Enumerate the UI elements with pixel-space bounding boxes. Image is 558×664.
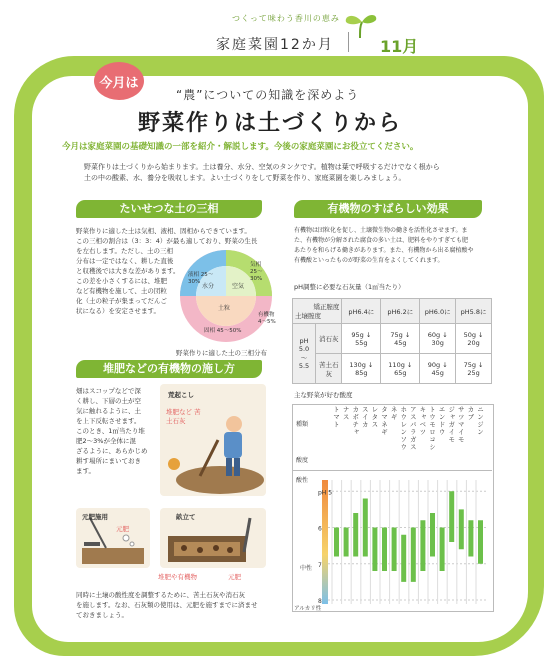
ph-cell: 90g ↓ 45g: [420, 354, 456, 384]
crop-bar: [459, 509, 464, 549]
pie-label-gas: 気相 25〜30%: [250, 262, 263, 282]
crop-bar: [353, 513, 358, 557]
para-line: 分布は一定ではなく、耕した直後: [76, 257, 174, 265]
tagline: “農”についての知識を深めよう: [176, 88, 360, 102]
section-heading-compost: 堆肥などの有機物の施し方: [76, 360, 262, 378]
ph-table: [292, 298, 492, 384]
intro-line: 野菜作りは土づくりから始まります。土は養分、水分、空気のタンクです。植物は葉で呼吸するだけでなく根から: [84, 163, 440, 171]
ph-row-name: 消石灰: [316, 324, 342, 354]
pie-label-liquid: 液相 25〜30%: [188, 272, 214, 285]
crop-bar: [478, 520, 483, 564]
ph-cell: 130g ↓ 85g: [342, 354, 381, 384]
base-fertilizer-note: 元肥: [116, 525, 129, 533]
para-line: ざるように、あらかじめ: [76, 447, 148, 455]
para-line: この三相の割合は（3：3：4）が最も適しており、野菜の生長: [76, 237, 258, 245]
pie-label-solid: 固相 45〜50%: [204, 328, 242, 334]
sprout-icon: [340, 10, 380, 40]
crop-name-label: ナス: [341, 406, 350, 421]
header-subtitle: つくって味わう香川の恵み: [232, 14, 340, 23]
crop-bar: [392, 528, 397, 572]
para-line: など有機物を施して、土の団粒: [76, 287, 167, 295]
tick-label: 8: [318, 598, 322, 605]
crop-bar: [344, 528, 349, 557]
ph-row-name: 苦土石灰: [316, 354, 342, 384]
crop-bar: [411, 528, 416, 582]
crop-bar: [430, 513, 435, 557]
month-badge: 今月は: [94, 62, 144, 100]
para-line: 気に触れるように、土: [76, 407, 141, 415]
pie-label-water: 水分: [202, 283, 215, 290]
para-line: 化（土の粒子が集まってだんご: [76, 297, 167, 305]
crop-bar: [372, 528, 377, 572]
ph-col: pH5.8に: [456, 299, 492, 324]
crop-bar: [420, 520, 425, 571]
crop-bar: [449, 491, 454, 542]
ph-cell: 110g ↓ 65g: [381, 354, 420, 384]
axis-acid: 酸性: [296, 477, 309, 484]
chart-divider: [292, 470, 492, 471]
para-line: と収穫後では大きな差があります。: [76, 267, 180, 275]
crop-name-label: エンドウ: [437, 406, 446, 436]
para-line: く耕し、下層の土が空: [76, 397, 141, 405]
ph-cell: 75g ↓ 45g: [381, 324, 420, 354]
section-heading-organic-effect: 有機物のすばらしい効果: [294, 200, 482, 218]
pie-label-organic: 有機物 4〜5%: [258, 312, 276, 325]
para-line: この差を小さくするには、堆肥: [76, 277, 167, 285]
tick-label: pH 5: [318, 489, 333, 497]
month-label: 11月: [380, 37, 419, 56]
corner-top: 矯正膣度: [313, 303, 340, 311]
para-line: を上下反転させます。: [76, 417, 141, 425]
para-line: ておきましょう。: [76, 611, 128, 619]
crop-name-label: ジャガイモ: [447, 406, 456, 444]
crop-name-label: カブ: [466, 406, 475, 421]
organic-effect-text: [294, 226, 494, 266]
crop-name-label: トマト: [332, 406, 340, 429]
crop-bar: [334, 528, 339, 557]
lead-text: 今月は家庭菜園の基礎知識の一部を紹介・解説します。今後の家庭菜園にお役立てください。: [62, 142, 419, 152]
para-line: 野菜作りに適した土は気相、液相、固相からできています。: [76, 227, 251, 235]
ph-col: pH6.4に: [342, 299, 381, 324]
para-line: あたりを和らげる働きがあります。また、有機物から出る腐植酸や: [294, 247, 474, 254]
axis-alkaline: アルカリ性: [294, 606, 322, 612]
base-fertilizer-label: 元肥施用: [82, 513, 108, 521]
crop-name-label: トウモロコシ: [428, 406, 436, 451]
crop-name-label: レタス: [370, 406, 379, 429]
para-line: 有機物は団粒化を促し、土壌微生物の働きを活性化させます。ま: [294, 227, 468, 234]
pie-caption: 野菜作りに適した土の三相分布: [176, 349, 267, 357]
ph-table-title: pH調整に必要な石灰量（1㎡当たり）: [294, 283, 405, 291]
para-line: 同時に土壌の酸性度を調整するために、苦土石灰や消石灰: [76, 591, 245, 599]
crop-acidity-chart: [292, 480, 492, 606]
crop-name-label: スイカ: [360, 406, 369, 429]
crop-name-label: アスパラガス: [408, 406, 417, 451]
ridge-note-compost: 堆肥や有機物: [158, 573, 197, 581]
crop-bar: [401, 535, 406, 582]
crop-bar: [382, 528, 387, 572]
crop-name-label: キャベツ: [418, 406, 427, 436]
para-line: 畑はスコップなどで深: [76, 387, 141, 395]
plowing-note: 堆肥など 苦土石灰: [166, 408, 201, 425]
illustration-plowing: [160, 384, 266, 496]
intro-text: [84, 162, 440, 184]
para-line: ます。: [76, 467, 95, 475]
crop-bar: [468, 520, 473, 556]
crop-name-label: サツマイモ: [456, 406, 465, 444]
para-line: 状になる）を安定させます。: [76, 307, 160, 315]
compost-bottom-text: [76, 590, 276, 620]
plowing-label: 荒起こし: [168, 391, 194, 399]
para-line: を左右します。ただし、土の三相: [76, 247, 173, 255]
para-line: このとき、1㎡当たり堆: [76, 427, 145, 435]
ph-row-label: pH 5.0 〜 5.5: [293, 324, 316, 384]
crop-name-label: ホウレンソウ: [399, 406, 408, 451]
axis-neutral: 中性: [300, 565, 313, 572]
crop-name-label: カボチャ: [351, 406, 360, 436]
para-line: 耕す場所にまいておき: [76, 457, 141, 465]
para-line: た、有機物が分解された腐食の多い土は、肥料をやりすぎても肥: [294, 237, 469, 244]
plowing-drawing: [160, 384, 266, 496]
para-line: を施します。なお、石灰類の使用は、元肥を施すまでに済ませ: [76, 601, 258, 609]
section-heading-soil-phases: たいせつな土の三相: [76, 200, 262, 218]
ridge-label: 畝立て: [176, 513, 196, 521]
crop-bar: [363, 499, 368, 557]
crop-name-label: ニンジン: [476, 406, 484, 436]
crop-chart-title: 主な野菜が好む酸度: [294, 391, 353, 399]
para-line: 肥2〜3%が全体に混: [76, 437, 136, 445]
acid-label: 酸度: [296, 457, 309, 464]
ph-table-corner: [293, 299, 342, 324]
compost-text: [76, 386, 166, 476]
series-title: 家庭菜園12か月: [216, 37, 334, 53]
crop-name-label: ネギ: [389, 406, 398, 421]
kind-label: 種類: [296, 421, 309, 428]
ph-col: pH6.2に: [381, 299, 420, 324]
ph-cell: 60g ↓ 30g: [420, 324, 456, 354]
page-title: 野菜作りは土づくりから: [138, 111, 403, 136]
tick-label: 7: [318, 561, 322, 569]
ph-cell: 75g ↓ 25g: [456, 354, 492, 384]
ph-col: pH6.0に: [420, 299, 456, 324]
crop-bar: [440, 528, 445, 572]
pie-label-air: 空気: [232, 283, 245, 290]
ph-cell: 95g ↓ 55g: [342, 324, 381, 354]
tick-label: 6: [318, 525, 322, 533]
crop-name-label: タマネギ: [380, 406, 388, 436]
para-line: 有機酸といったものが野菜の生育をよくしてくれます。: [294, 257, 444, 264]
crop-names: [330, 406, 492, 468]
ph-cell: 50g ↓ 20g: [456, 324, 492, 354]
intro-line: 土の中の酸素、水、養分を吸収します。よい土づくりをして野菜を作り、家庭菜園を楽しみましょう。: [84, 174, 406, 182]
pie-label-soil: 土粒: [218, 305, 231, 312]
corner-bottom: 土壌膣度: [295, 312, 321, 320]
ridge-note-base: 元肥: [228, 573, 241, 581]
